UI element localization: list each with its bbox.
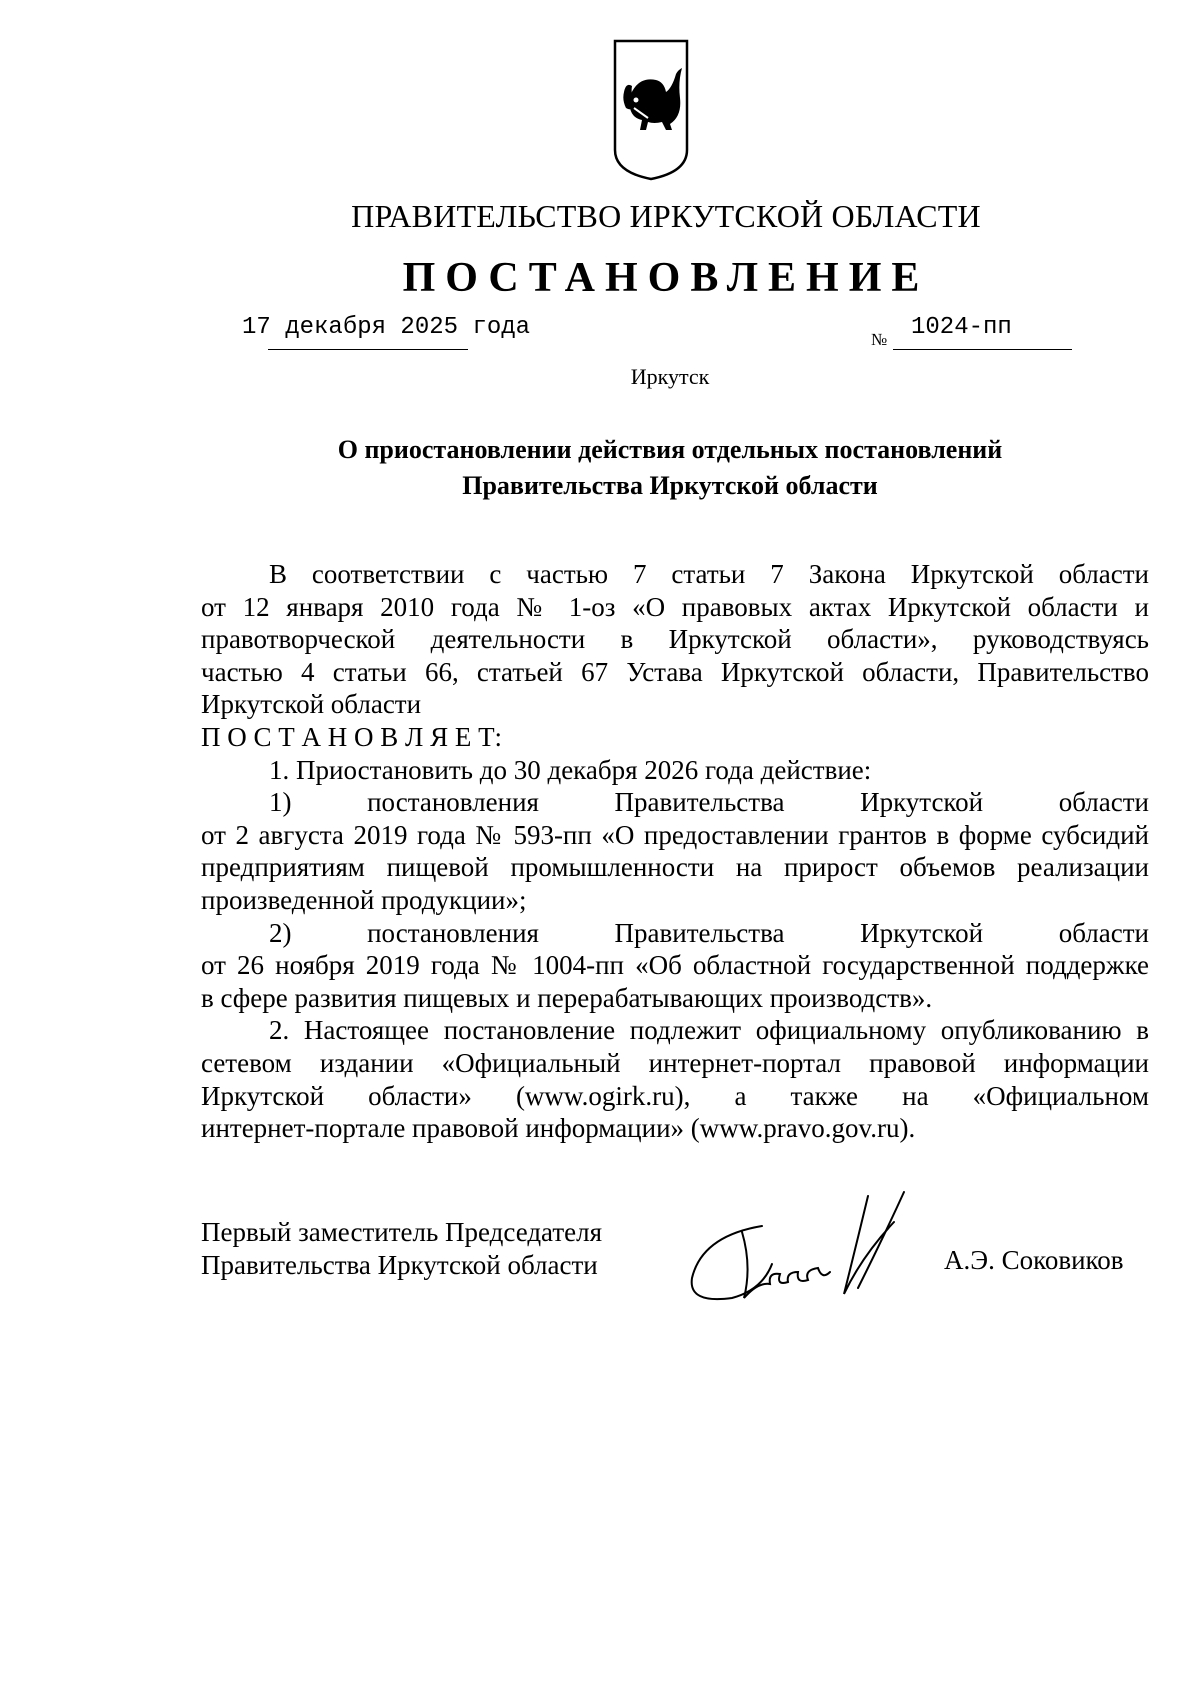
- resolves-word: П О С Т А Н О В Л Я Е Т:: [201, 721, 503, 752]
- body-line: В соответствии с частью 7 статьи 7 Закона Иркутской области: [269, 559, 1149, 589]
- item-2-line: сетевом издании «Официальный интернет-портал правовой информации: [201, 1047, 1149, 1078]
- item-1: 1. Приостановить до 30 декабря 2026 года действие:: [269, 754, 872, 785]
- item-2-line: интернет-портале правовой информации» (www.pravo.gov.ru).: [201, 1113, 916, 1144]
- city: Иркутск: [630, 364, 710, 389]
- body-line: правотворческой деятельности в Иркутской области», руководствуясь: [201, 624, 1149, 655]
- decree-date: 17 декабря 2025 года: [242, 314, 531, 341]
- decree-number: 1024-пп: [911, 314, 1012, 341]
- subitem-2-line: в сфере развития пищевых и перерабатывающих производств».: [201, 982, 933, 1013]
- document-type-title: ПОСТАНОВЛЕНИЕ: [402, 255, 930, 301]
- subject-line: Правительства Иркутской области: [462, 471, 878, 500]
- subitem-2-line: 2) постановления Правительства Иркутской области: [269, 917, 1149, 948]
- body-line: частью 4 статьи 66, статьей 67 Устава Иркутской области, Правительство: [201, 656, 1149, 687]
- subitem-1-line: 1) постановления Правительства Иркутской области: [269, 787, 1149, 818]
- handwritten-signature-icon: [672, 1186, 942, 1314]
- subject-line: О приостановлении действия отдельных постановлений: [337, 435, 1003, 464]
- subitem-1-line: предприятиям пищевой промышленности на прирост объемов реализации: [201, 852, 1149, 883]
- government-name: ПРАВИТЕЛЬСТВО ИРКУТСКОЙ ОБЛАСТИ: [351, 198, 981, 234]
- number-underline: [893, 349, 1072, 350]
- subitem-1-line: от 2 августа 2019 года № 593-пп «О предоставлении грантов в форме субсидий: [201, 819, 1149, 850]
- signatory-position: [201, 1216, 602, 1282]
- body-line: от 12 января 2010 года № 1-оз «О правовых актах Иркутской области и: [201, 591, 1149, 622]
- body-line: Иркутской области: [201, 689, 422, 720]
- decree-subject: [0, 432, 1200, 504]
- position-line: Правительства Иркутской области: [201, 1250, 598, 1280]
- item-2-line: Иркутской области» (www.ogirk.ru), а также на «Официальном: [201, 1080, 1149, 1111]
- coat-of-arms-icon: [612, 38, 690, 182]
- subitem-2-line: от 26 ноября 2019 года № 1004-пп «Об областной государственной поддержке: [201, 950, 1149, 981]
- item-2-line: 2. Настоящее постановление подлежит официальному опубликованию в: [269, 1015, 1149, 1046]
- subitem-1-line: произведенной продукции»;: [201, 884, 527, 915]
- number-sign: №: [871, 330, 888, 349]
- signatory-name: А.Э. Соковиков: [944, 1245, 1124, 1275]
- decree-body: [201, 558, 1149, 1145]
- date-underline: [268, 349, 468, 350]
- position-line: Первый заместитель Председателя: [201, 1217, 603, 1247]
